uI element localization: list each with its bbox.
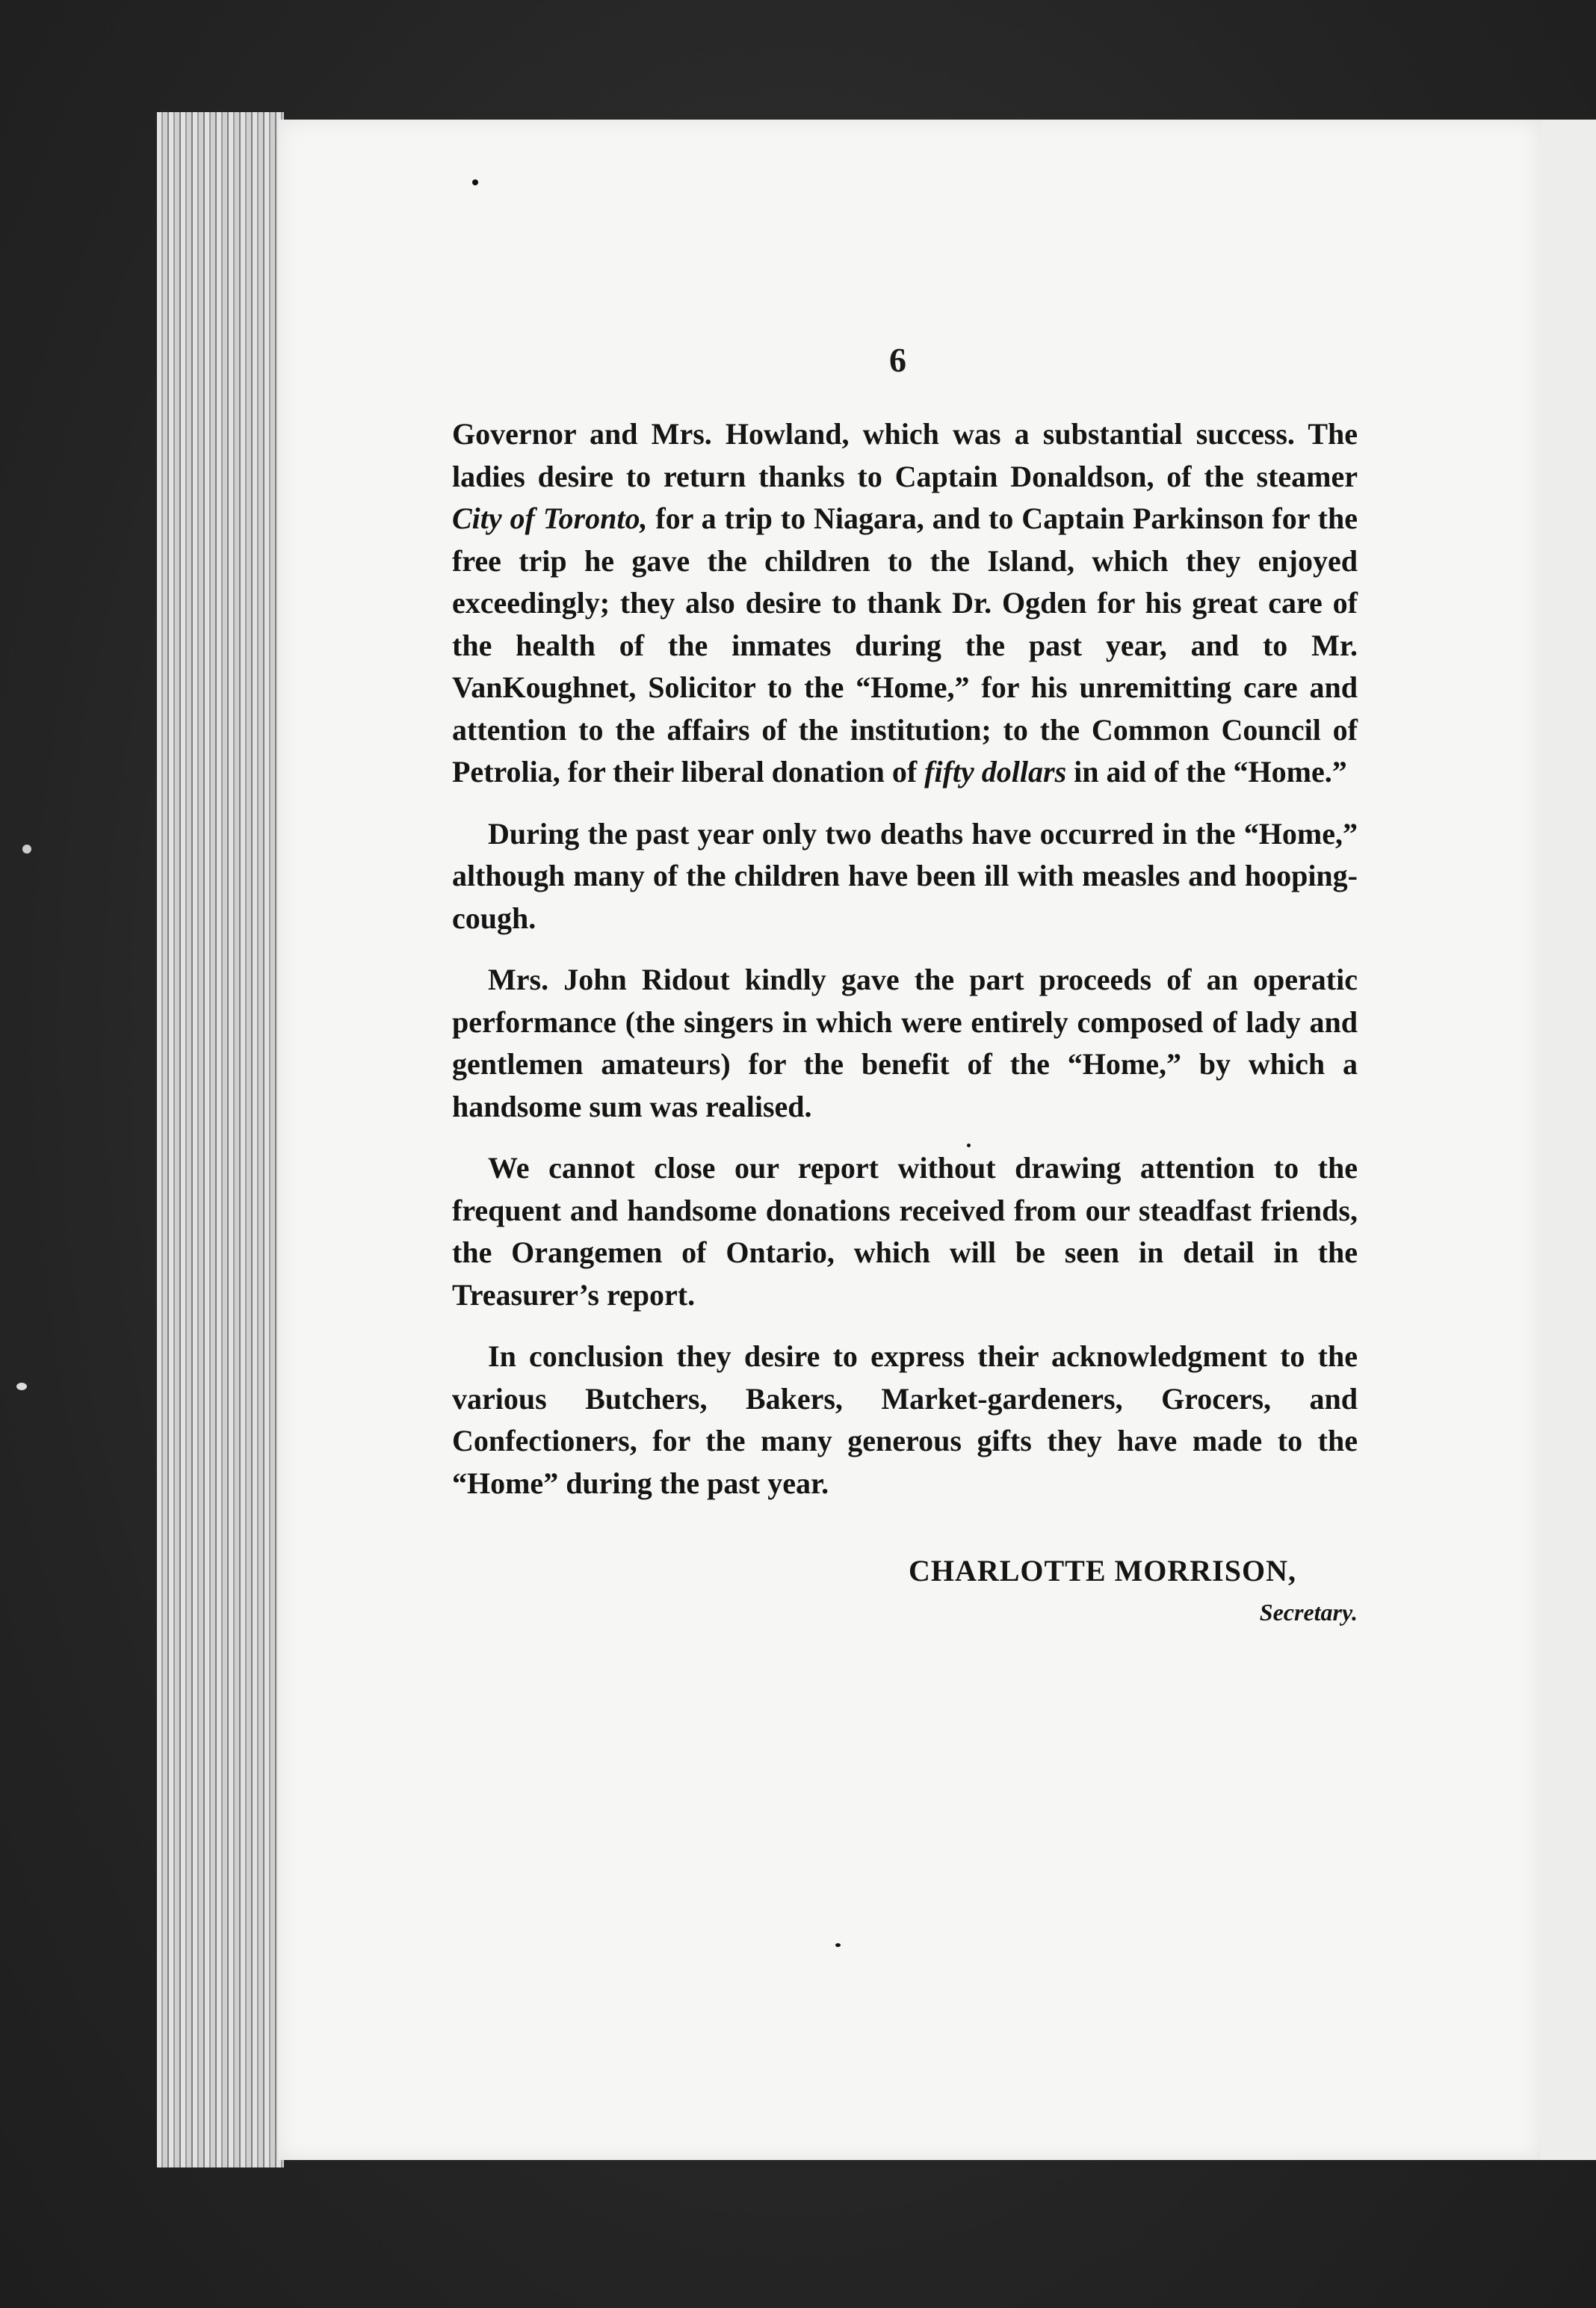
dust-speck [835, 1943, 841, 1947]
page-number: 6 [889, 341, 906, 379]
body-text [452, 413, 1358, 1524]
body-paragraph [452, 959, 1358, 1128]
italic-text: City of Toronto, [452, 502, 648, 535]
paragraph-text: for a trip to Niagara, and to Captain Parkinson for the free trip he gave the children to the Island, which they enjoyed exceedingly; they also desire to thank Dr. Ogden for his great care of the health of the inmates during the past year, and to Mr. VanKoughnet, Solicitor to the “Home,” for his unremitting care and attention to the affairs of the institution; to the Common Council of Petrolia, for their liberal donation of [452, 502, 1358, 789]
italic-text: fifty dollars [924, 755, 1067, 789]
dust-speck [22, 845, 31, 854]
dust-speck [967, 1144, 971, 1147]
paragraph-text: We cannot close our report without drawing attention to the frequent and handsome donations received from our steadfast friends, the Orangemen of Ontario, which will be seen in detail in the Treasurer’s report. [452, 1151, 1358, 1312]
body-paragraph [452, 413, 1358, 794]
body-paragraph [452, 1336, 1358, 1505]
signature-block [452, 1553, 1358, 1626]
dust-speck [16, 1383, 27, 1390]
paragraph-text: in aid of the “Home.” [1066, 755, 1347, 789]
body-paragraph [452, 813, 1358, 940]
page-edges [157, 112, 284, 2167]
paragraph-text: In conclusion they desire to express their acknowledgment to the various Butchers, Bakers, Market-gardeners, Grocers, and Confectioners, for the many generous gifts they have made to the “Home” during the past year. [452, 1339, 1358, 1500]
paragraph-text: Governor and Mrs. Howland, which was a substantial success. The ladies desire to return thanks to Captain Donaldson, of the steamer [452, 417, 1358, 493]
body-paragraph [452, 1147, 1358, 1316]
paragraph-text: During the past year only two deaths have occurred in the “Home,” although many of the children have been ill with measles and hooping-cough. [452, 816, 1358, 935]
paragraph-text: Mrs. John Ridout kindly gave the part proceeds of an operatic performance (the singers in which were entirely composed of lady and gentlemen amateurs) for the benefit of the “Home,” by which a handsome sum was realised. [452, 963, 1358, 1123]
signatory-name: CHARLOTTE MORRISON, [908, 1554, 1296, 1587]
signatory-title: Secretary. [1259, 1599, 1358, 1626]
dust-speck [472, 179, 478, 185]
